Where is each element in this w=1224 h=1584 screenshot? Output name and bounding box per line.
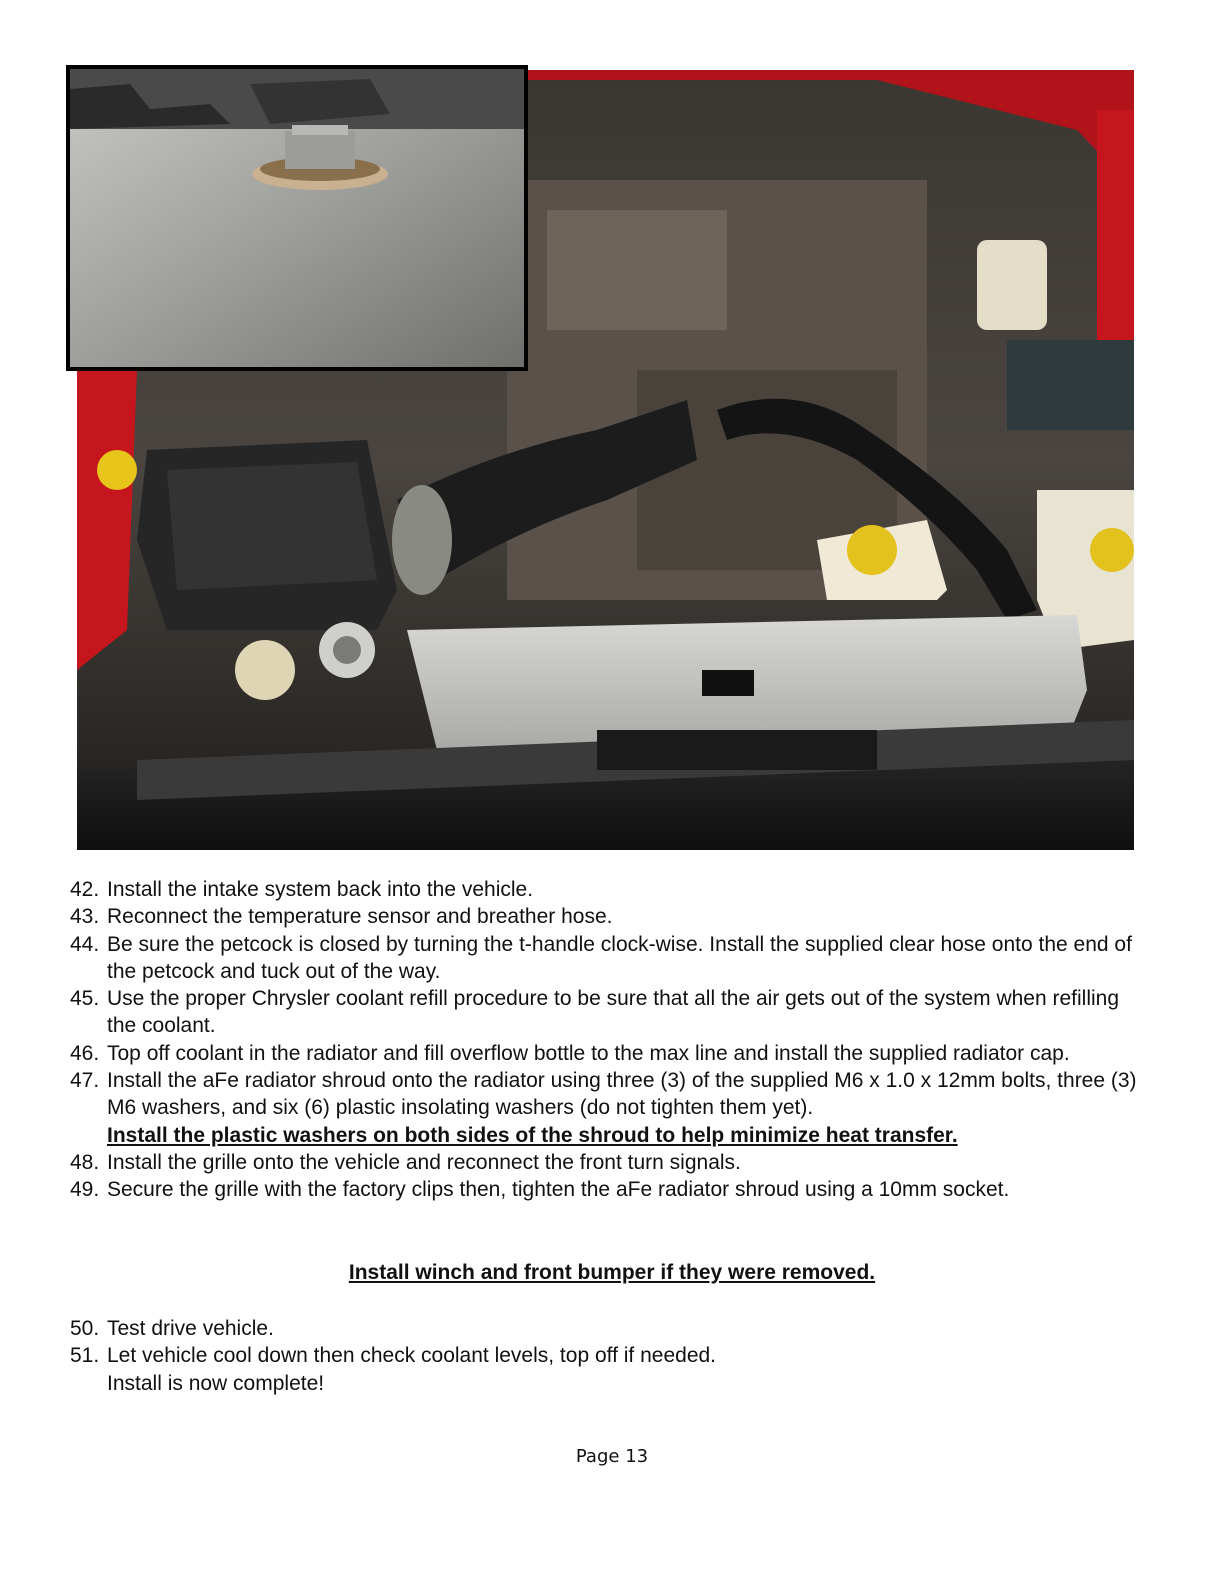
step-text: Install the intake system back into the vehicle.	[107, 878, 534, 901]
final-steps	[70, 1315, 1150, 1397]
completion-text: Install is now complete!	[107, 1371, 325, 1395]
step-text-block	[107, 1067, 1150, 1149]
step-number: 49.	[70, 1178, 100, 1202]
step-number: 46.	[70, 1041, 100, 1065]
step-text: Use the proper Chrysler coolant refill procedure to be sure that all the air gets out of the system when refilling the coolant.	[107, 987, 1120, 1038]
step-51	[70, 1342, 1150, 1397]
step-number: 42.	[70, 878, 100, 901]
winch-bumper-note: Install winch and front bumper if they were removed.	[348, 1261, 876, 1284]
step-text: Let vehicle cool down then check coolant levels, top off if needed.	[107, 1344, 717, 1368]
step-47	[70, 1067, 1150, 1149]
bolt-closeup-inset	[66, 65, 528, 371]
step-number: 51.	[70, 1344, 100, 1368]
step-48	[70, 1149, 1150, 1176]
step-warning-note: Install the plastic washers on both sides of the shroud to help minimize heat transfer.	[107, 1123, 958, 1147]
step-43	[70, 903, 1150, 930]
step-number: 48.	[70, 1150, 100, 1174]
step-text: Install the grille onto the vehicle and reconnect the front turn signals.	[107, 1150, 741, 1174]
step-number: 43.	[70, 905, 100, 929]
instruction-steps	[70, 876, 1150, 1204]
step-text: Top off coolant in the radiator and fill overflow bottle to the max line and install the supplied radiator cap.	[107, 1041, 1070, 1065]
step-text: Test drive vehicle.	[107, 1317, 274, 1340]
step-number: 50.	[70, 1317, 100, 1340]
page-number: Page 13	[575, 1446, 649, 1467]
step-49	[70, 1176, 1150, 1203]
step-number: 47.	[70, 1069, 100, 1093]
step-text-block	[107, 1342, 1150, 1397]
step-45	[70, 985, 1150, 1040]
step-text: Secure the grille with the factory clips then, tighten the aFe radiator shroud using a 10mm socket.	[107, 1178, 1010, 1202]
step-42	[70, 876, 1150, 903]
step-text: Be sure the petcock is closed by turning the t-handle clock-wise. Install the supplied clear hose onto the end of the petcock and tuck out of the way.	[107, 932, 1132, 983]
step-50	[70, 1315, 1150, 1342]
step-text: Install the aFe radiator shroud onto the radiator using three (3) of the supplied M6 x 1.0 x 12mm bolts, three (3) M6 washers, and six (6) plastic insolating washers (do not tighten them yet).	[107, 1069, 1137, 1120]
step-number: 44.	[70, 932, 100, 956]
step-number: 45.	[70, 987, 100, 1011]
step-44	[70, 931, 1150, 986]
step-text: Reconnect the temperature sensor and breather hose.	[107, 905, 613, 929]
step-46	[70, 1040, 1150, 1067]
